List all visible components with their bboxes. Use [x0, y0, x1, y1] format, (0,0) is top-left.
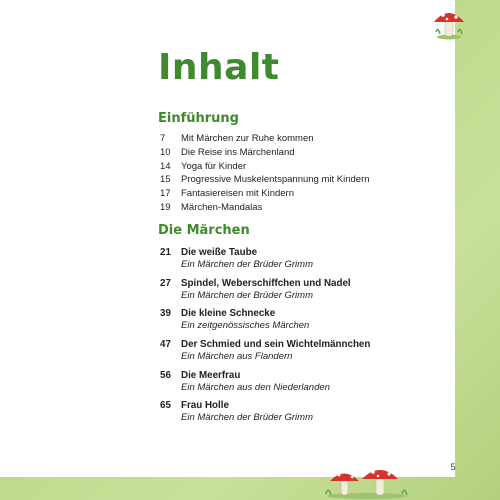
list-item-page: 7	[160, 133, 166, 144]
tale-title: Der Schmied und sein Wichtelmännchen	[181, 339, 371, 351]
intro-list	[160, 132, 440, 215]
mushroom-icon-bottom	[322, 462, 412, 500]
tale-page: 27	[160, 277, 171, 289]
list-item-text: Märchen-Mandalas	[181, 201, 263, 213]
tale-page: 39	[160, 308, 171, 320]
mushroom-icon-top	[428, 4, 468, 40]
list-item[interactable]	[160, 173, 440, 187]
page-number: 5	[450, 462, 456, 472]
list-item[interactable]	[160, 132, 440, 146]
tale-subtitle: Ein Märchen der Brüder Grimm	[181, 289, 313, 301]
tale-title: Die Meerfrau	[181, 369, 241, 381]
tale-title-row	[160, 308, 450, 320]
tale-subtitle: Ein Märchen aus Flandern	[181, 351, 293, 363]
tale-page: 56	[160, 369, 171, 381]
tale-subtitle: Ein Märchen aus den Niederlanden	[181, 381, 330, 393]
list-item-text: Die Reise ins Märchenland	[181, 146, 295, 158]
list-item-page: 17	[160, 188, 171, 200]
tale-title-row	[160, 278, 450, 290]
list-item-text: Progressive Muskelentspannung mit Kindern	[181, 174, 370, 186]
tales-list	[160, 247, 450, 431]
page-title: Inhalt	[158, 47, 280, 88]
list-item[interactable]	[160, 370, 450, 401]
list-item[interactable]	[160, 201, 440, 215]
tale-title-row	[160, 370, 450, 382]
list-item-page: 19	[160, 201, 171, 213]
tale-page: 65	[160, 400, 171, 412]
list-item-text: Mit Märchen zur Ruhe kommen	[181, 133, 314, 144]
list-item[interactable]	[160, 278, 450, 309]
list-item[interactable]	[160, 339, 450, 370]
tale-title: Spindel, Weberschiffchen und Nadel	[181, 277, 351, 289]
section-heading-intro: Einführung	[158, 111, 239, 126]
list-item[interactable]	[160, 160, 440, 174]
list-item[interactable]	[160, 247, 450, 278]
section-heading-tales: Die Märchen	[158, 223, 250, 238]
tale-title: Die weiße Taube	[181, 247, 258, 258]
tale-title: Frau Holle	[181, 400, 229, 412]
list-item-text: Yoga für Kinder	[181, 160, 247, 172]
list-item[interactable]	[160, 308, 450, 339]
tale-subtitle: Ein Märchen der Brüder Grimm	[181, 259, 313, 270]
tale-page: 21	[160, 247, 171, 258]
tale-title: Die kleine Schnecke	[181, 308, 276, 320]
list-item-page: 14	[160, 160, 171, 172]
list-item-text: Fantasiereisen mit Kindern	[181, 188, 294, 200]
tale-title-row	[160, 339, 450, 351]
list-item[interactable]	[160, 146, 440, 160]
list-item-page: 15	[160, 174, 171, 186]
list-item[interactable]	[160, 400, 450, 431]
tale-title-row	[160, 247, 450, 259]
list-item-page: 10	[160, 146, 171, 158]
tale-page: 47	[160, 339, 171, 351]
tale-subtitle: Ein zeitgenössisches Märchen	[181, 320, 310, 332]
list-item[interactable]	[160, 187, 440, 201]
tale-subtitle: Ein Märchen der Brüder Grimm	[181, 412, 313, 424]
tale-title-row	[160, 400, 450, 412]
